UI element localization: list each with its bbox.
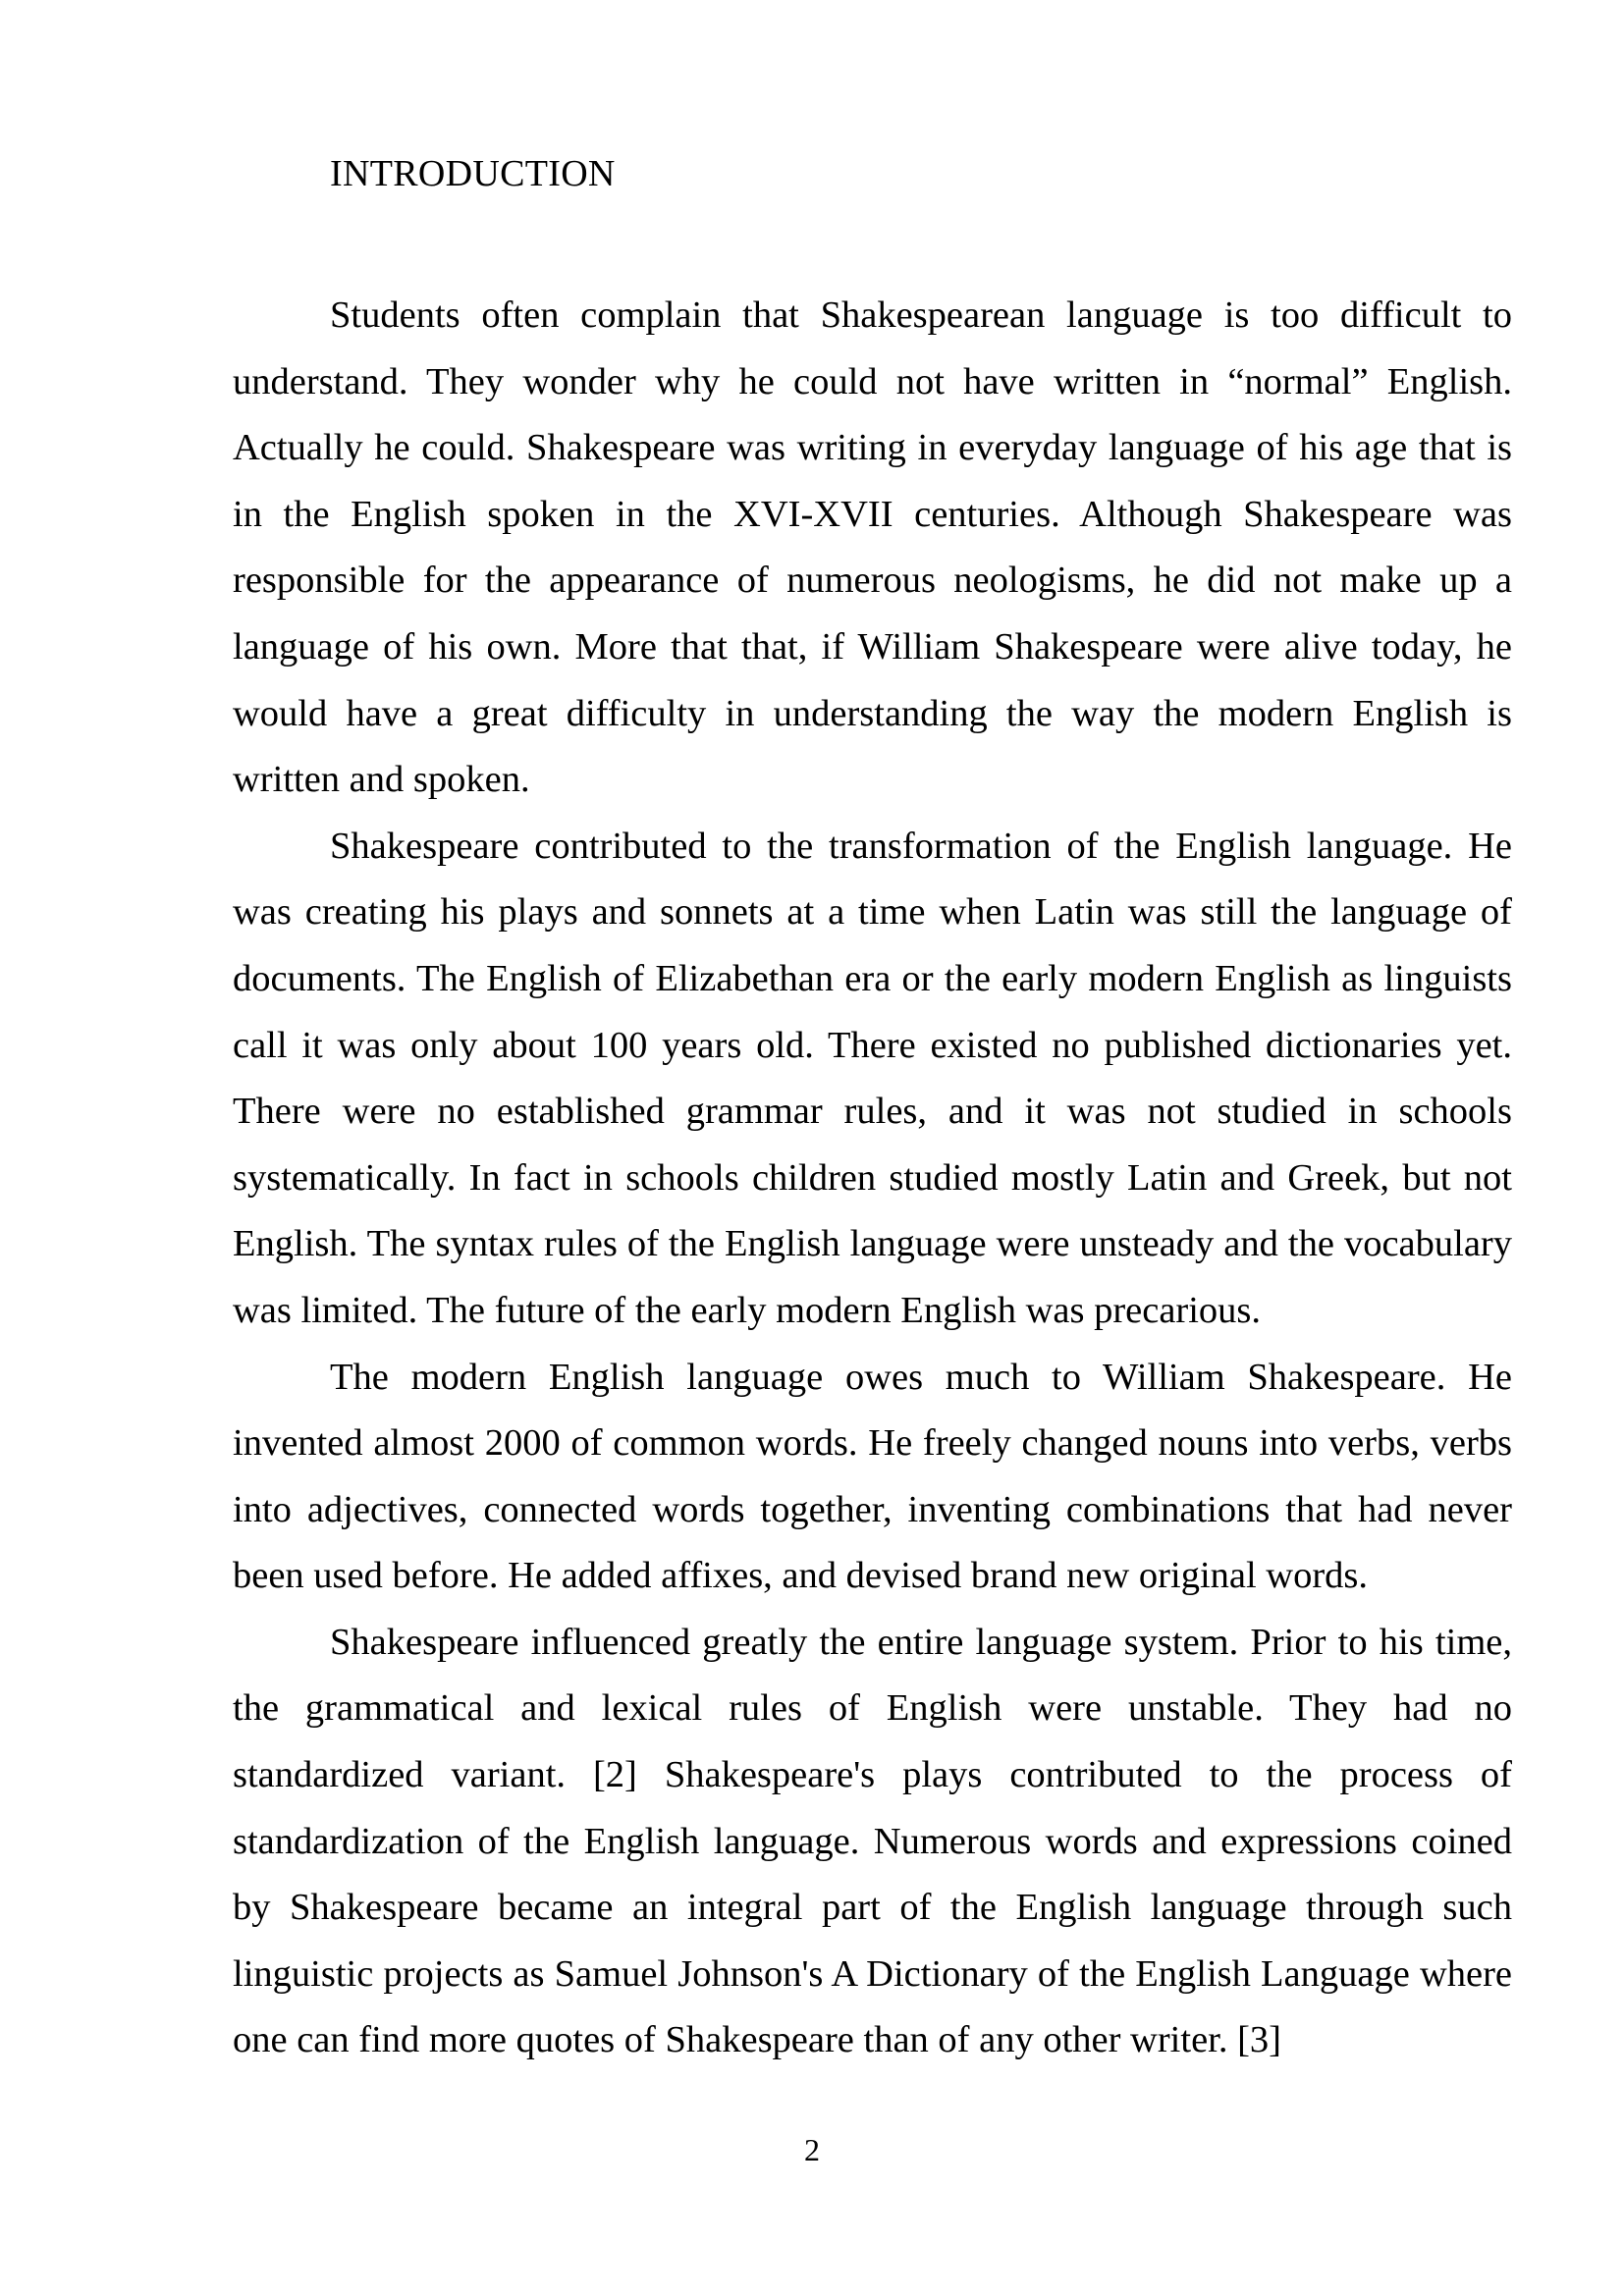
page-number: 2 — [804, 2132, 820, 2167]
paragraph-2: Shakespeare contributed to the transformation of the English language. He was creating his plays and sonnets at a time when Latin was still the language of documents. The English of Elizabethan era or the early modern English as linguists call it was only about 100 years old. There existed no published dictionaries yet. There were no established grammar rules, and it was not studied in schools systematically. In fact in schools children studied mostly Latin and Greek, but not English. The syntax rules of the English language were unsteady and the vocabulary was limited. The future of the early modern English was precarious. — [233, 825, 1512, 1331]
paragraph-3: The modern English language owes much to William Shakespeare. He invented almost 2000 of common words. He freely changed nouns into verbs, verbs into adjectives, connected words together, inventing combinations that had never been used before. He added affixes, and devised brand new original words. — [233, 1356, 1512, 1597]
section-heading: INTRODUCTION — [330, 153, 616, 194]
paragraph-1: Students often complain that Shakespearean language is too difficult to understand. They wonder why he could not have written in “normal” English. Actually he could. Shakespeare was writing in everyday language of his age that is in the English spoken in the XVI-XVII centuries. Although Shakespeare was responsible for the appearance of numerous neologisms, he did not make up a language of his own. More that that, if William Shakespeare were alive today, he would have a great difficulty in understanding the way the modern English is written and spoken. — [233, 294, 1512, 801]
body-text — [233, 283, 1512, 2074]
paragraph-4: Shakespeare influenced greatly the entire language system. Prior to his time, the grammatical and lexical rules of English were unstable. They had no standardized variant. [2] Shakespeare's plays contributed to the process of standardization of the English language. Numerous words and expressions coined by Shakespeare became an integral part of the English language through such linguistic projects as Samuel Johnson's A Dictionary of the English Language where one can find more quotes of Shakespeare than of any other writer. [3] — [233, 1621, 1512, 2061]
